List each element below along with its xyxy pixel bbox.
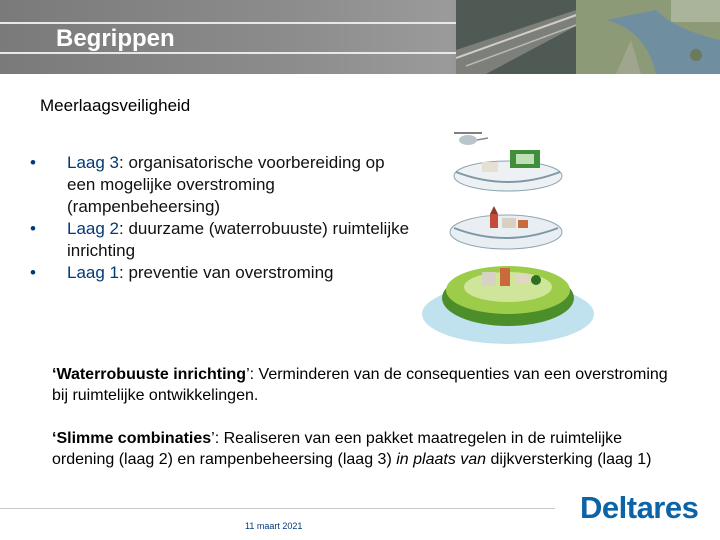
bullet-marker: •: [30, 153, 36, 172]
bullet-text: : preventie van overstroming: [119, 263, 334, 282]
bullet-text: : duurzame (waterrobuuste) ruimtelijke inrichting: [67, 219, 410, 260]
paragraph-text: ’: Realiseren van een pakket maatregelen in de ruimtelijke ordening (laag 2) en rampenbeheersing (laag 3): [52, 430, 623, 468]
footer-date: 11 maart 2021: [245, 521, 303, 531]
bullet-list: [30, 152, 410, 284]
bullet-laag-label: Laag 2: [67, 219, 119, 238]
paragraph-waterrobuuste-inrichting: [52, 364, 672, 406]
bullet-text: : organisatorische voorbereiding op een mogelijke overstroming (rampenbeheersing): [67, 153, 385, 216]
paragraph-text-end: dijkversterking (laag 1): [486, 451, 652, 468]
term-waterrobuuste-inrichting: ‘Waterrobuuste inrichting: [52, 366, 247, 383]
bullet-laag-label: Laag 3: [67, 153, 119, 172]
footer-divider: [0, 508, 555, 509]
layered-safety-illustration: [420, 122, 596, 346]
bullet-laag-label: Laag 1: [67, 263, 119, 282]
bullet-marker: •: [30, 263, 36, 282]
bullet-item-laag-1: [30, 262, 410, 284]
bullet-marker: •: [30, 219, 36, 238]
slide-subtitle: Meerlaagsveiligheid: [40, 96, 191, 115]
term-slimme-combinaties: ‘Slimme combinaties: [52, 430, 212, 447]
bullet-item-laag-3: [30, 152, 410, 218]
paragraph-slimme-combinaties: [52, 428, 672, 470]
paragraph-text: ’: Verminderen van de consequenties van een overstroming bij ruimtelijke ontwikkelingen.: [52, 366, 668, 404]
bullet-item-laag-2: [30, 218, 410, 262]
deltares-logo: Deltares: [580, 490, 699, 525]
paragraph-emphasis: in plaats van: [396, 451, 487, 468]
header-aerial-photo: [456, 0, 720, 74]
page-title: Begrippen: [56, 25, 175, 52]
